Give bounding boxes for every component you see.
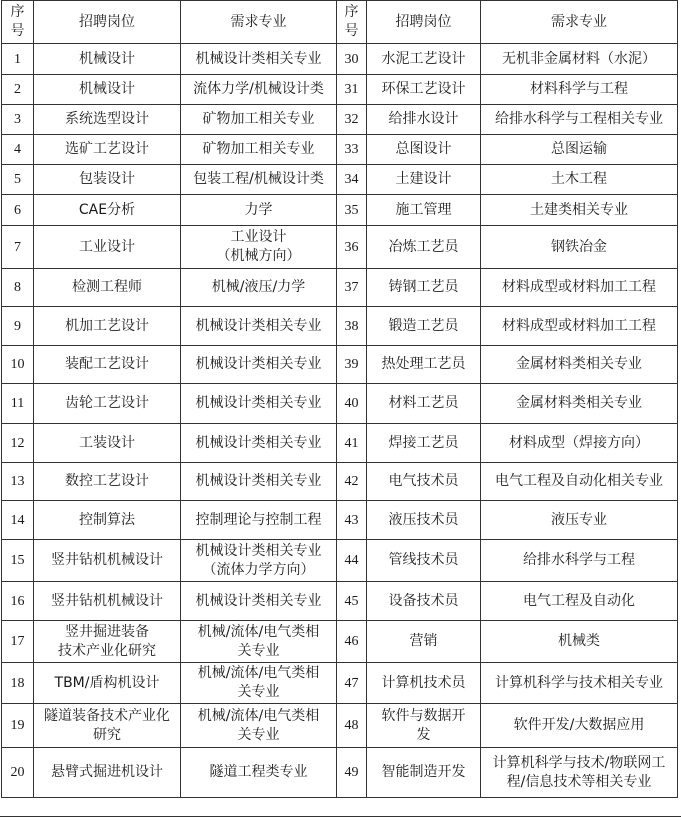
header-seq-right: 序号 [337,1,367,44]
cell-seq-right: 34 [337,165,367,195]
cell-post-left: 选矿工艺设计 [34,135,181,165]
cell-seq-right: 48 [337,704,367,748]
cell-seq-right: 47 [337,663,367,704]
table-row [2,105,678,135]
table-row [2,621,678,663]
cell-post-left: 竖井掘进装备 技术产业化研究 [34,621,181,663]
cell-major-right: 电气工程及自动化相关专业 [481,463,678,501]
cell-post-right: 给排水设计 [367,105,481,135]
cell-post-right: 计算机技术员 [367,663,481,704]
cell-seq-left: 4 [2,135,34,165]
cell-post-left: 装配工艺设计 [34,346,181,384]
cell-post-right: 电气技术员 [367,463,481,501]
cell-major-right: 机械类 [481,621,678,663]
table-row [2,307,678,346]
cell-major-left: 机械设计类相关专业 [181,44,337,75]
table-row [2,540,678,582]
cell-seq-left: 10 [2,346,34,384]
header-major-right: 需求专业 [481,1,678,44]
cell-seq-right: 49 [337,748,367,798]
cell-seq-right: 38 [337,307,367,346]
cell-major-right: 材料成型（焊接方向） [481,424,678,463]
cell-seq-right: 42 [337,463,367,501]
header-seq-left: 序号 [2,1,34,44]
table-body [2,44,678,798]
cell-major-right: 金属材料类相关专业 [481,346,678,384]
cell-major-right: 材料成型或材料加工工程 [481,307,678,346]
cell-post-left: 机械设计 [34,44,181,75]
cell-major-right: 金属材料类相关专业 [481,384,678,424]
table-row [2,226,678,269]
cell-major-left: 机械设计类相关专业 [181,424,337,463]
cell-post-left: 机加工艺设计 [34,307,181,346]
table-row [2,44,678,75]
cell-major-right: 液压专业 [481,501,678,540]
cell-seq-right: 43 [337,501,367,540]
table-row [2,748,678,798]
cell-post-left: TBM/盾构机设计 [34,663,181,704]
cell-major-right: 土建类相关专业 [481,195,678,226]
cell-seq-left: 17 [2,621,34,663]
cell-post-right: 软件与数据开 发 [367,704,481,748]
table-row [2,165,678,195]
cell-seq-right: 39 [337,346,367,384]
cell-seq-left: 6 [2,195,34,226]
header-row [2,1,678,44]
cell-post-right: 液压技术员 [367,501,481,540]
cell-major-left: 流体力学/机械设计类 [181,75,337,105]
cell-post-left: 工业设计 [34,226,181,269]
cell-seq-right: 45 [337,582,367,621]
cell-post-left: 竖井钻机机械设计 [34,582,181,621]
table-row [2,195,678,226]
cell-seq-left: 20 [2,748,34,798]
cell-post-left: 机械设计 [34,75,181,105]
table-row [2,704,678,748]
cell-major-left: 机械设计类相关专业 （流体力学方向） [181,540,337,582]
table-row [2,135,678,165]
table-continuation-edge [0,816,681,823]
cell-seq-left: 8 [2,269,34,307]
cell-seq-left: 9 [2,307,34,346]
cell-seq-right: 40 [337,384,367,424]
cell-major-left: 力学 [181,195,337,226]
cell-major-left: 机械/流体/电气类相 关专业 [181,704,337,748]
cell-post-right: 施工管理 [367,195,481,226]
table-row [2,346,678,384]
cell-post-left: 悬臂式掘进机设计 [34,748,181,798]
cell-seq-right: 31 [337,75,367,105]
cell-major-right: 钢铁冶金 [481,226,678,269]
recruitment-table [1,0,678,798]
cell-seq-left: 7 [2,226,34,269]
table-row [2,75,678,105]
cell-major-left: 机械设计类相关专业 [181,582,337,621]
cell-major-right: 无机非金属材料（水泥） [481,44,678,75]
cell-seq-left: 15 [2,540,34,582]
cell-seq-right: 44 [337,540,367,582]
table-row [2,269,678,307]
table-row [2,384,678,424]
cell-seq-left: 14 [2,501,34,540]
cell-post-right: 焊接工艺员 [367,424,481,463]
cell-seq-right: 37 [337,269,367,307]
cell-major-right: 软件开发/大数据应用 [481,704,678,748]
cell-seq-left: 18 [2,663,34,704]
cell-major-left: 机械/流体/电气类相 关专业 [181,621,337,663]
cell-major-left: 控制理论与控制工程 [181,501,337,540]
cell-post-left: CAE分析 [34,195,181,226]
cell-post-right: 锻造工艺员 [367,307,481,346]
cell-post-right: 水泥工艺设计 [367,44,481,75]
cell-post-left: 工装设计 [34,424,181,463]
table-row [2,663,678,704]
cell-major-right: 计算机科学与技术相关专业 [481,663,678,704]
cell-seq-left: 13 [2,463,34,501]
cell-post-left: 检测工程师 [34,269,181,307]
table-row [2,582,678,621]
cell-major-right: 材料成型或材料加工工程 [481,269,678,307]
cell-seq-left: 12 [2,424,34,463]
cell-seq-right: 30 [337,44,367,75]
cell-major-left: 矿物加工相关专业 [181,105,337,135]
cell-seq-left: 11 [2,384,34,424]
cell-seq-right: 32 [337,105,367,135]
cell-major-left: 隧道工程类专业 [181,748,337,798]
cell-major-right: 给排水科学与工程相关专业 [481,105,678,135]
cell-post-left: 系统选型设计 [34,105,181,135]
cell-major-left: 机械设计类相关专业 [181,384,337,424]
cell-seq-left: 1 [2,44,34,75]
cell-major-left: 机械/流体/电气类相 关专业 [181,663,337,704]
cell-seq-left: 19 [2,704,34,748]
cell-post-left: 控制算法 [34,501,181,540]
cell-major-left: 工业设计 （机械方向） [181,226,337,269]
cell-seq-right: 36 [337,226,367,269]
cell-post-left: 数控工艺设计 [34,463,181,501]
cell-post-right: 热处理工艺员 [367,346,481,384]
cell-major-left: 机械设计类相关专业 [181,307,337,346]
cell-post-right: 铸钢工艺员 [367,269,481,307]
cell-post-right: 管线技术员 [367,540,481,582]
cell-seq-left: 2 [2,75,34,105]
cell-seq-left: 16 [2,582,34,621]
cell-seq-left: 5 [2,165,34,195]
cell-major-right: 土木工程 [481,165,678,195]
cell-seq-right: 35 [337,195,367,226]
cell-post-left: 隧道装备技术产业化 研究 [34,704,181,748]
cell-major-left: 机械设计类相关专业 [181,346,337,384]
cell-seq-left: 3 [2,105,34,135]
table-row [2,501,678,540]
cell-post-right: 材料工艺员 [367,384,481,424]
cell-post-right: 土建设计 [367,165,481,195]
cell-post-right: 总图设计 [367,135,481,165]
cell-seq-right: 41 [337,424,367,463]
cell-major-right: 给排水科学与工程 [481,540,678,582]
cell-major-left: 机械设计类相关专业 [181,463,337,501]
cell-major-right: 计算机科学与技术/物联网工 程/信息技术等相关专业 [481,748,678,798]
header-major-left: 需求专业 [181,1,337,44]
cell-major-left: 机械/液压/力学 [181,269,337,307]
cell-post-right: 环保工艺设计 [367,75,481,105]
cell-post-right: 设备技术员 [367,582,481,621]
cell-major-right: 材料科学与工程 [481,75,678,105]
cell-post-right: 智能制造开发 [367,748,481,798]
cell-post-right: 营销 [367,621,481,663]
cell-seq-right: 46 [337,621,367,663]
cell-major-right: 电气工程及自动化 [481,582,678,621]
header-post-right: 招聘岗位 [367,1,481,44]
header-post-left: 招聘岗位 [34,1,181,44]
cell-post-left: 齿轮工艺设计 [34,384,181,424]
cell-post-left: 包装设计 [34,165,181,195]
cell-post-right: 冶炼工艺员 [367,226,481,269]
table-row [2,463,678,501]
cell-major-left: 矿物加工相关专业 [181,135,337,165]
cell-seq-right: 33 [337,135,367,165]
cell-major-right: 总图运输 [481,135,678,165]
cell-post-left: 竖井钻机机械设计 [34,540,181,582]
table-row [2,424,678,463]
cell-major-left: 包装工程/机械设计类 [181,165,337,195]
